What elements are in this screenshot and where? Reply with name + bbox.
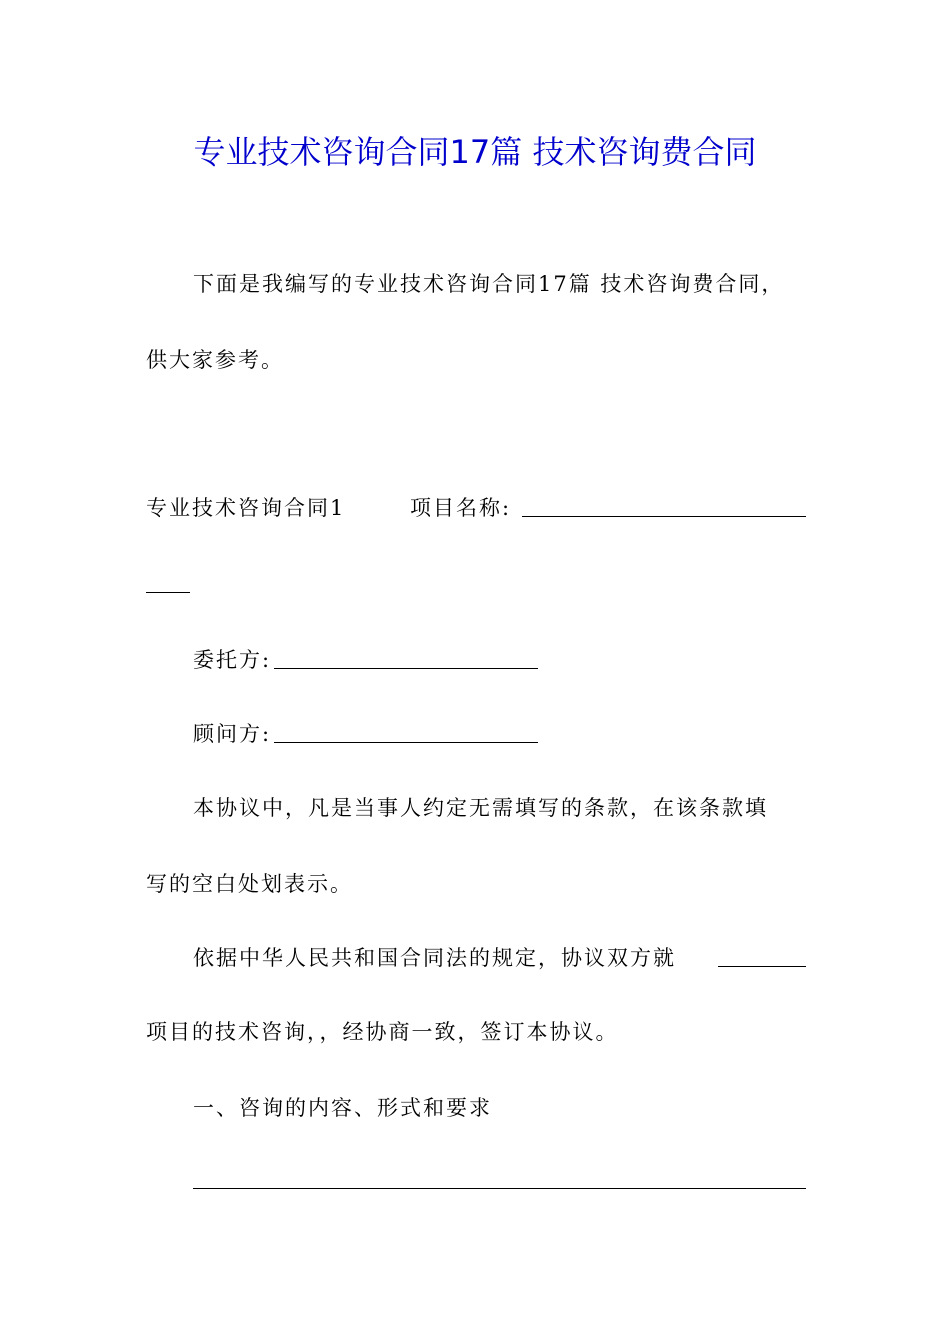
- project-name-blank-continued: [146, 592, 190, 593]
- consultant-blank: [274, 742, 538, 743]
- contract-heading: [146, 492, 345, 524]
- paragraph-2-line-2: 项目的技术咨询，，经协商一致，签订本协议。: [146, 1020, 619, 1044]
- client-row: [193, 644, 271, 676]
- project-name-row: [410, 492, 511, 524]
- project-name-label: 项目名称:: [410, 496, 512, 520]
- project-name-blank: [522, 516, 806, 517]
- intro-line-1: 下面是我编写的专业技术咨询合同17篇 技术咨询费合同，: [193, 272, 785, 296]
- paragraph-2-blank: [718, 966, 806, 967]
- contract-heading-text: 专业技术咨询合同1: [146, 496, 346, 520]
- paragraph-1-line-2: 写的空白处划表示。: [146, 872, 353, 896]
- document-title: 专业技术咨询合同17篇 技术咨询费合同: [193, 133, 757, 171]
- consultant-row: [193, 718, 271, 750]
- section-1-blank-line: [193, 1188, 806, 1189]
- intro-line-2: 供大家参考。: [146, 348, 284, 372]
- client-label: 委托方:: [193, 648, 272, 672]
- paragraph-2-line-1: 依据中华人民共和国合同法的规定，协议双方就: [193, 946, 676, 970]
- section-1-heading: 一、咨询的内容、形式和要求: [193, 1096, 492, 1120]
- consultant-label: 顾问方:: [193, 722, 272, 746]
- client-blank: [274, 668, 538, 669]
- paragraph-1-line-1: 本协议中，凡是当事人约定无需填写的条款，在该条款填: [193, 796, 768, 820]
